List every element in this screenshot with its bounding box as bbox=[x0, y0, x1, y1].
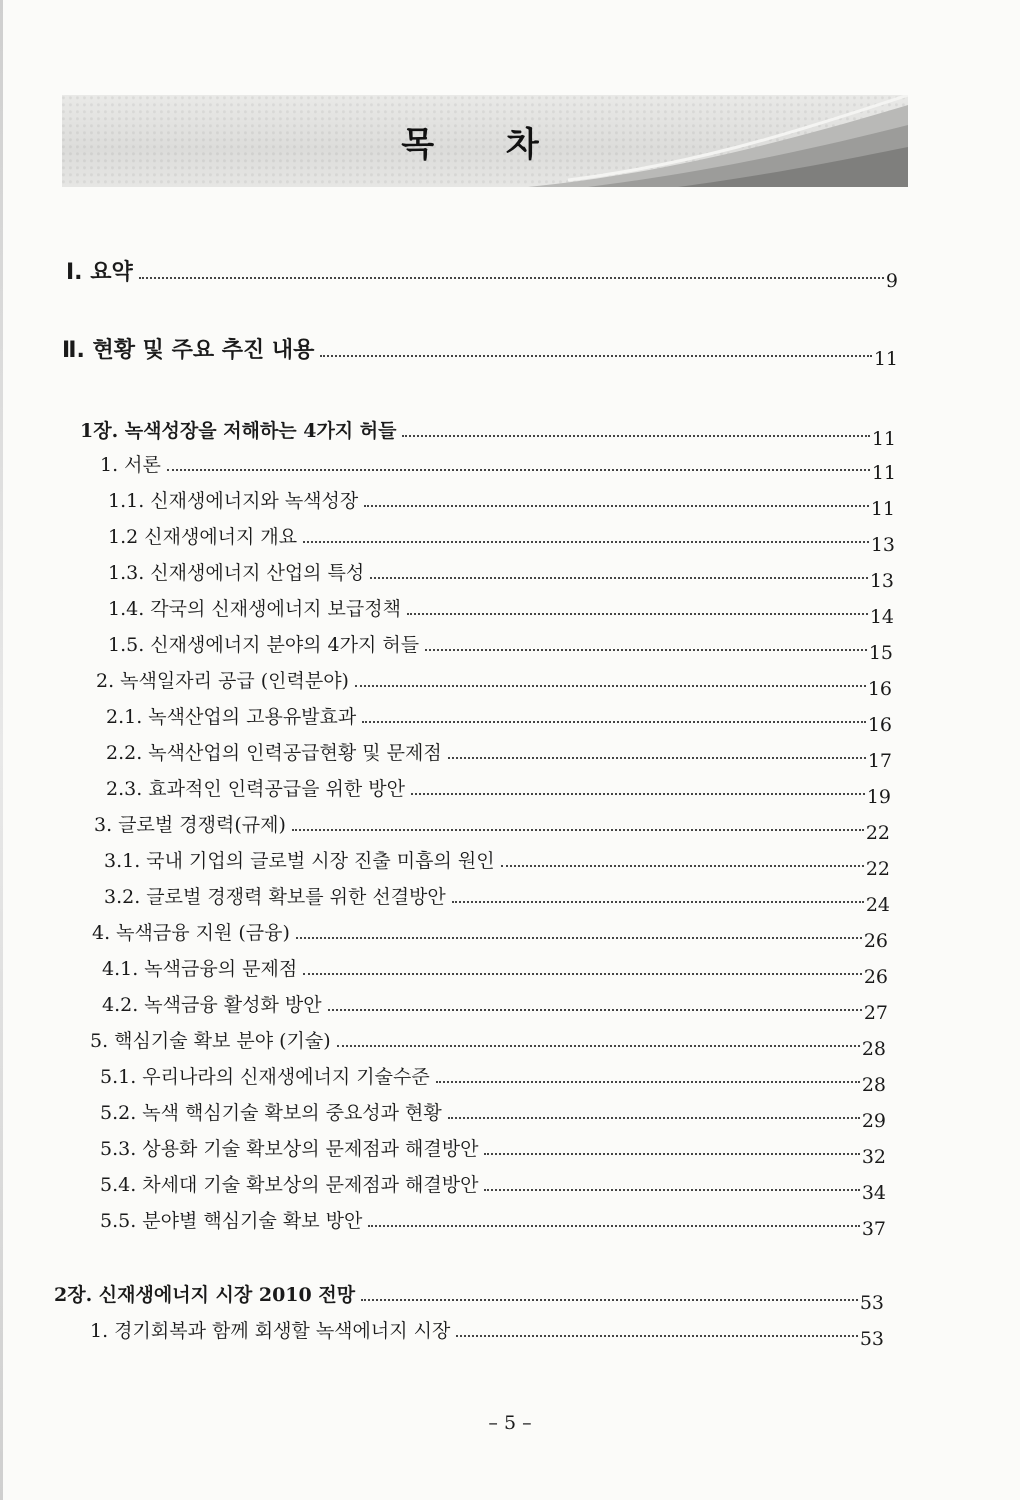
toc-entry[interactable] bbox=[108, 598, 894, 628]
leader-dots bbox=[407, 613, 868, 615]
toc-entry-page: 11 bbox=[871, 428, 896, 450]
toc-entry[interactable] bbox=[100, 1138, 886, 1168]
toc-entry-title: 2.1. 녹색산업의 고용유발효과 bbox=[106, 706, 357, 728]
toc-entry-title: 4. 녹색금융 지원 (금융) bbox=[92, 922, 290, 944]
toc-entry-title: 2. 녹색일자리 공급 (인력분야) bbox=[96, 670, 349, 692]
leader-dots bbox=[368, 1225, 860, 1227]
toc-entry-title: 5.5. 분야별 핵심기술 확보 방안 bbox=[100, 1210, 363, 1232]
toc-entry-page: 24 bbox=[865, 894, 890, 916]
toc-entry-page: 22 bbox=[865, 822, 890, 844]
toc-entry-page: 19 bbox=[866, 786, 891, 808]
toc-entry-title: Ⅰ. 요약 bbox=[66, 260, 133, 285]
leader-dots bbox=[320, 355, 871, 357]
toc-entry-title: 2.3. 효과적인 인력공급을 위한 방안 bbox=[106, 778, 406, 800]
leader-dots bbox=[337, 1045, 860, 1047]
toc-entry-page: 11 bbox=[873, 348, 898, 370]
toc-entry[interactable] bbox=[106, 778, 891, 808]
toc-entry-page: 9 bbox=[885, 270, 898, 292]
toc-entry-page: 29 bbox=[861, 1110, 886, 1132]
leader-dots bbox=[411, 793, 865, 795]
toc-entry-title: 3.2. 글로벌 경쟁력 확보를 위한 선결방안 bbox=[104, 886, 446, 908]
toc-entry[interactable] bbox=[108, 490, 895, 520]
toc-entry-page: 13 bbox=[870, 534, 895, 556]
toc-entry-title: 1.1. 신재생에너지와 녹색성장 bbox=[108, 490, 359, 512]
toc-entry-title: 5.2. 녹색 핵심기술 확보의 중요성과 현황 bbox=[100, 1102, 442, 1124]
toc-entry-title: 1.4. 각국의 신재생에너지 보급정책 bbox=[108, 598, 401, 620]
leader-dots bbox=[501, 865, 864, 867]
toc-entry-page: 11 bbox=[871, 462, 896, 484]
page-number: – 5 – bbox=[488, 1412, 532, 1434]
leader-dots bbox=[402, 435, 869, 437]
toc-entry[interactable] bbox=[100, 454, 896, 484]
leader-dots bbox=[370, 577, 868, 579]
toc-entry-page: 32 bbox=[861, 1146, 886, 1168]
toc-entry-title: 3. 글로벌 경쟁력(규제) bbox=[94, 814, 286, 836]
toc-entry-page: 26 bbox=[863, 930, 888, 952]
toc-entry-title: 3.1. 국내 기업의 글로벌 시장 진출 미흡의 원인 bbox=[104, 850, 495, 872]
toc-entry[interactable] bbox=[62, 338, 898, 370]
toc-entry[interactable] bbox=[102, 958, 888, 988]
toc-entry-title: 1. 서론 bbox=[100, 454, 161, 476]
toc-entry[interactable] bbox=[108, 634, 893, 664]
toc-entry-page: 53 bbox=[859, 1328, 884, 1350]
leader-dots bbox=[364, 505, 869, 507]
toc-entry-title: 1.2 신재생에너지 개요 bbox=[108, 526, 298, 548]
toc-entry-page: 28 bbox=[861, 1074, 886, 1096]
leader-dots bbox=[296, 937, 862, 939]
toc-entry-title: 1장. 녹색성장을 저해하는 4가지 허들 bbox=[80, 420, 397, 442]
toc-entry-title: Ⅱ. 현황 및 주요 추진 내용 bbox=[62, 338, 315, 363]
toc-entry-page: 26 bbox=[863, 966, 888, 988]
leader-dots bbox=[452, 901, 864, 903]
leader-dots bbox=[456, 1335, 857, 1337]
toc-entry[interactable] bbox=[102, 994, 888, 1024]
toc-entry-page: 16 bbox=[867, 678, 892, 700]
leader-dots bbox=[362, 721, 866, 723]
toc-entry-page: 27 bbox=[863, 1002, 888, 1024]
toc-entry-page: 14 bbox=[869, 606, 894, 628]
toc-entry-page: 11 bbox=[870, 498, 895, 520]
toc-entry-title: 5.1. 우리나라의 신재생에너지 기술수준 bbox=[100, 1066, 430, 1088]
leader-dots bbox=[328, 1009, 862, 1011]
toc-entry-title: 5.4. 차세대 기술 확보상의 문제점과 해결방안 bbox=[100, 1174, 479, 1196]
leader-dots bbox=[292, 829, 864, 831]
leader-dots bbox=[303, 541, 869, 543]
toc-entry-title: 2.2. 녹색산업의 인력공급현황 및 문제점 bbox=[106, 742, 442, 764]
leader-dots bbox=[425, 649, 867, 651]
toc-entry[interactable] bbox=[80, 420, 896, 450]
leader-dots bbox=[436, 1081, 860, 1083]
toc-entry[interactable] bbox=[108, 562, 894, 592]
toc-entry-title: 4.2. 녹색금융 활성화 방안 bbox=[102, 994, 322, 1016]
toc-entry[interactable] bbox=[106, 742, 892, 772]
toc-entry-title: 1. 경기회복과 함께 회생할 녹색에너지 시장 bbox=[90, 1320, 451, 1342]
toc-entry[interactable] bbox=[106, 706, 892, 736]
toc-entry[interactable] bbox=[100, 1102, 886, 1132]
leader-dots bbox=[139, 277, 884, 279]
toc-entry-page: 16 bbox=[867, 714, 892, 736]
toc-entry[interactable] bbox=[100, 1174, 886, 1204]
toc-entry[interactable] bbox=[100, 1210, 886, 1240]
toc-entry[interactable] bbox=[100, 1066, 886, 1096]
toc-entry-title: 1.5. 신재생에너지 분야의 4가지 허들 bbox=[108, 634, 420, 656]
toc-entry-title: 1.3. 신재생에너지 산업의 특성 bbox=[108, 562, 365, 584]
toc-entry[interactable] bbox=[94, 814, 890, 844]
toc-entry[interactable] bbox=[96, 670, 892, 700]
leader-dots bbox=[303, 973, 862, 975]
toc-entry-page: 22 bbox=[865, 858, 890, 880]
leader-dots bbox=[448, 757, 866, 759]
toc-entry-page: 15 bbox=[868, 642, 893, 664]
toc-entry-page: 17 bbox=[867, 750, 892, 772]
toc-entry[interactable] bbox=[90, 1320, 884, 1350]
toc-entry-title: 4.1. 녹색금융의 문제점 bbox=[102, 958, 298, 980]
leader-dots bbox=[448, 1117, 860, 1119]
toc-entry-page: 28 bbox=[861, 1038, 886, 1060]
toc-entry[interactable] bbox=[92, 922, 888, 952]
toc-entry[interactable] bbox=[104, 886, 890, 916]
toc-entry-page: 34 bbox=[861, 1182, 886, 1204]
toc-entry-title: 5. 핵심기술 확보 분야 (기술) bbox=[90, 1030, 331, 1052]
toc-entry[interactable] bbox=[66, 260, 898, 292]
leader-dots bbox=[167, 469, 870, 471]
toc-heading: 목 차 bbox=[401, 125, 569, 165]
leader-dots bbox=[484, 1189, 859, 1191]
leader-dots bbox=[361, 1299, 858, 1301]
leader-dots bbox=[484, 1153, 859, 1155]
leader-dots bbox=[355, 685, 866, 687]
toc-entry[interactable] bbox=[104, 850, 890, 880]
toc-entry-title: 5.3. 상용화 기술 확보상의 문제점과 해결방안 bbox=[100, 1138, 479, 1160]
toc-entry-page: 37 bbox=[861, 1218, 886, 1240]
toc-entry-page: 53 bbox=[859, 1292, 884, 1314]
toc-entry-title: 2장. 신재생에너지 시장 2010 전망 bbox=[54, 1284, 356, 1306]
toc-entry[interactable] bbox=[90, 1030, 886, 1060]
toc-entry[interactable] bbox=[108, 526, 895, 556]
toc-entry-page: 13 bbox=[869, 570, 894, 592]
toc-entry[interactable] bbox=[54, 1284, 884, 1314]
